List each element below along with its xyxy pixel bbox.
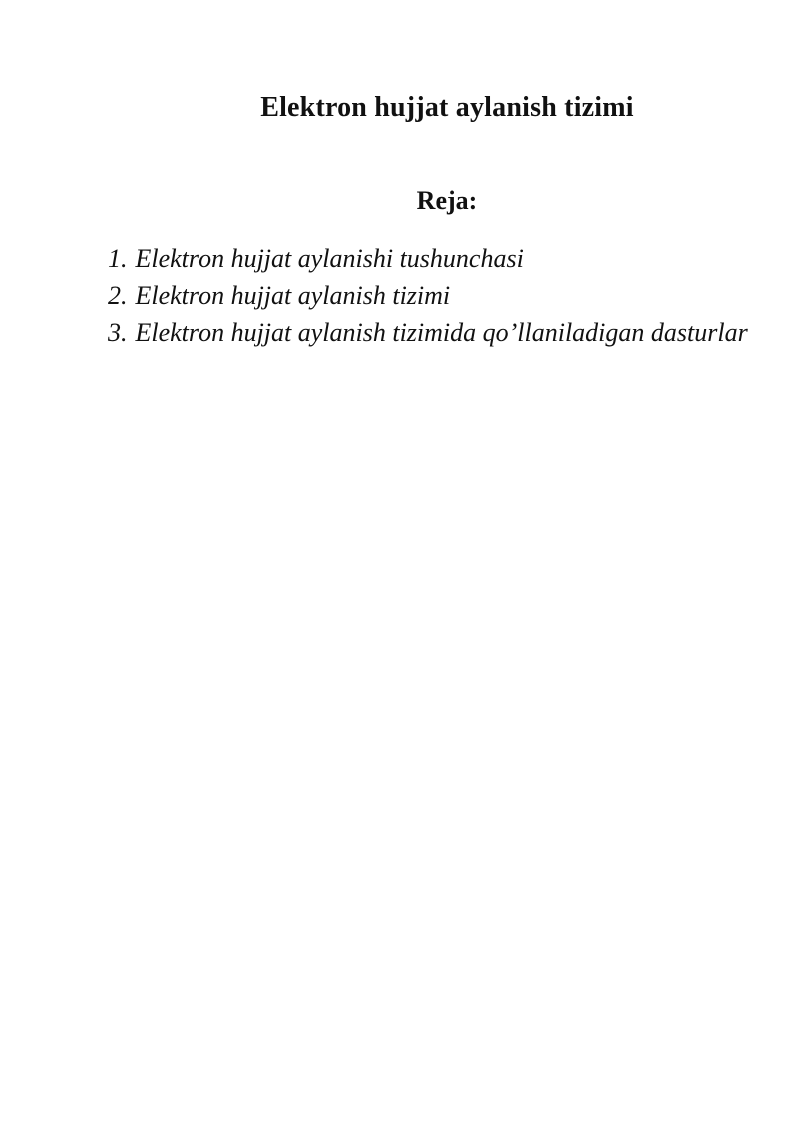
list-item-number: 1. — [108, 244, 128, 273]
plan-heading: Reja: — [416, 185, 478, 215]
list-item — [108, 240, 786, 277]
list-item-text: Elektron hujjat aylanish tizimi — [135, 281, 451, 310]
list-item-number: 3. — [108, 318, 128, 347]
document-title: Elektron hujjat aylanish tizimi — [260, 91, 634, 123]
list-item-text: Elektron hujjat aylanishi tushunchasi — [135, 244, 524, 273]
plan-list — [108, 240, 786, 351]
list-item-number: 2. — [108, 281, 128, 310]
list-item — [108, 277, 786, 314]
list-item — [108, 314, 786, 351]
list-item-text: Elektron hujjat aylanish tizimida qo’llaniladigan dasturlar — [135, 318, 748, 347]
